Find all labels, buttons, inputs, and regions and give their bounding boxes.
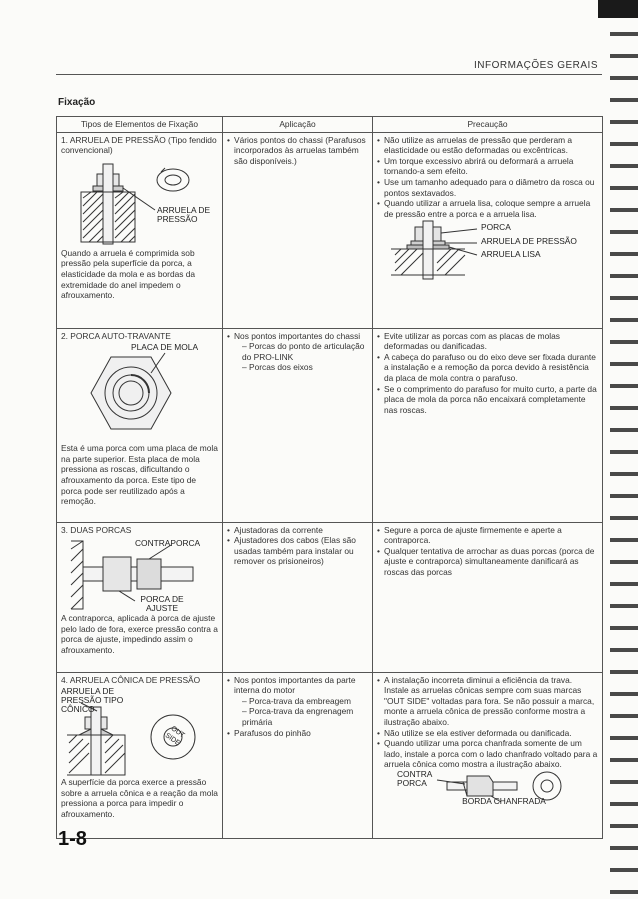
type-title: 2. PORCA AUTO-TRAVANTE [61,330,171,341]
precaution-item: • Evite utilizar as porcas com as placas de molas deformadas ou danificadas. [377,331,598,352]
precaution-item: • Quando utilizar uma porca chanfrada somente de um lado, instale a porca com o lado chanfrado voltado para a arruela cônica como mostra a ilustração abaixo. [377,738,598,770]
table-row [57,672,603,838]
section-title: Fixação [58,97,96,108]
precaution-item: • Segure a porca de ajuste firmemente e aperte a contraporca. [377,525,598,546]
type-cell [57,132,223,328]
table-row [57,132,603,328]
fastener-table [56,116,603,839]
conical-washer-label: ARRUELA DE PRESSÃO TIPO CÔNICO [61,686,124,715]
self-locking-nut-figure [61,343,218,443]
precaution-cell [373,132,603,328]
table-row [57,328,603,522]
column-header-types: Tipos de Elementos de Fixação [57,117,223,133]
application-cell [223,328,373,522]
precaution-item: • A instalação incorreta diminui a eficiência da trava. Instale as arruelas cônicas sempre com suas marcas "OUT SIDE" voltadas para fora. Se não possuir a marca, monte a arruela cônica de pressão conforme mostra a ilustração abaixo. [377,675,598,728]
precaution-item: • Não utilize se ela estiver deformada ou danificada. [377,728,598,739]
type-title: 3. DUAS PORCAS [61,524,132,535]
washer-stack-figure [377,219,598,281]
precaution-item: • Qualquer tentativa de arrochar as duas porcas (porca de ajuste e contraporca) simultaneamente danificará as roscas das porcas [377,546,598,578]
table-header-row [57,117,603,133]
spring-washer-label: ARRUELA DE PRESSÃO [157,204,211,224]
column-header-application: Aplicação [223,117,373,133]
application-item [227,331,368,373]
application-item: • Ajustadores dos cabos (Elas são usadas também para instalar ou remover os prisioneiros) [227,535,368,567]
lock-nut-label: CONTRAPORCA [135,538,201,549]
table-row [57,522,603,672]
double-nut-figure [61,537,218,613]
type-description: Esta é uma porca com uma placa de mola na parte superior. Esta placa de mola pressiona as roscas, dificultando o afrouxamento da porca. Este tipo de porca pode ser reutilizado após a remoção. [61,443,218,507]
application-subitem: – Porca-trava da embreagem [242,695,351,706]
column-header-precaution: Precaução [373,117,603,133]
type-description: A contraporca, aplicada à porca de ajuste pelo lado de fora, exerce pressão contra a porca de ajuste, impedindo assim o afrouxamento. [61,613,218,655]
application-item: • Ajustadoras da corrente [227,525,368,536]
application-item-text: Nos pontos importantes do chassi [234,330,361,341]
header-title: INFORMAÇÕES GERAIS [473,60,598,71]
precaution-item: • A cabeça do parafuso ou do eixo deve ser fixada durante a instalação e a remoção da porca devido à resistência da placa de mola contra o parafuso. [377,352,598,384]
spring-plate-label: PLACA DE MOLA [131,342,199,353]
precaution-item: • Se o comprimento do parafuso for muito curto, a parte da placa de mola da porca não encaixará completamente nas roscas. [377,384,598,416]
spring-washer-drawing [61,158,219,248]
application-subitem: – Porcas do ponto de articulação do PRO-LINK [242,341,365,362]
type-cell [57,328,223,522]
conical-washer-figure [61,687,218,777]
chamfered-nut-figure [377,770,598,806]
application-subitem: – Porca-trava da engrenagem primária [242,706,354,727]
precaution-cell [373,672,603,838]
type-title: 1. ARRUELA DE PRESSÃO (Tipo fendido convencional) [61,134,217,156]
application-item: • Parafusos do pinhão [227,728,368,739]
spiral-binding [610,0,638,899]
page-number: 1-8 [58,828,87,850]
application-subitem: – Porcas dos eixos [242,362,313,373]
precaution-item: • Não utilize as arruelas de pressão que perderam a elasticidade ou estão deformadas ou excêntricas. [377,135,598,156]
type-description: Quando a arruela é comprimida sob pressão pela superfície da porca, a elasticidade da mola e as bordas da extremidade do anel impedem o afrouxamento. [61,247,196,301]
application-cell [223,132,373,328]
spring-washer-stack-label: ARRUELA DE PRESSÃO [481,236,577,247]
application-item: • Vários pontos do chassi (Parafusos incorporados às arruelas também são disponíveis.) [227,135,368,167]
counter-nut-label: CONTRA PORCA [397,768,432,788]
precaution-item: • Use um tamanho adequado para o diâmetro da rosca ou pontos sextavados. [377,177,598,198]
chamfered-edge-label: BORDA CHANFRADA [462,795,546,806]
flat-washer-label: ARRUELA LISA [481,249,541,260]
header-rule [56,74,602,75]
type-cell [57,672,223,838]
nut-label: PORCA [481,222,511,233]
adjusting-nut-label: PORCA DE AJUSTE [140,594,184,614]
application-cell [223,522,373,672]
application-cell [223,672,373,838]
page-corner-shadow [598,0,638,18]
application-item-text: Nos pontos importantes da parte interna do motor [234,674,356,696]
type-description: A superfície da porca exerce a pressão sobre a arruela cônica e a reação da mola pressiona a porca para impedir o afrouxamento. [61,777,218,819]
precaution-cell [373,522,603,672]
precaution-item: • Um torque excessivo abrirá ou deformará a arruela tornando-a sem efeito. [377,156,598,177]
type-cell [57,522,223,672]
type-title: 4. ARRUELA CÔNICA DE PRESSÃO [61,674,201,685]
application-item [227,675,368,728]
precaution-item: • Quando utilizar a arruela lisa, coloque sempre a arruela de pressão entre a porca e a arruela lisa. [377,198,598,219]
precaution-cell [373,328,603,522]
spring-washer-figure [61,158,218,248]
out-side-mark-label: OUT SIDE [163,725,186,748]
self-locking-nut-drawing [61,343,219,443]
